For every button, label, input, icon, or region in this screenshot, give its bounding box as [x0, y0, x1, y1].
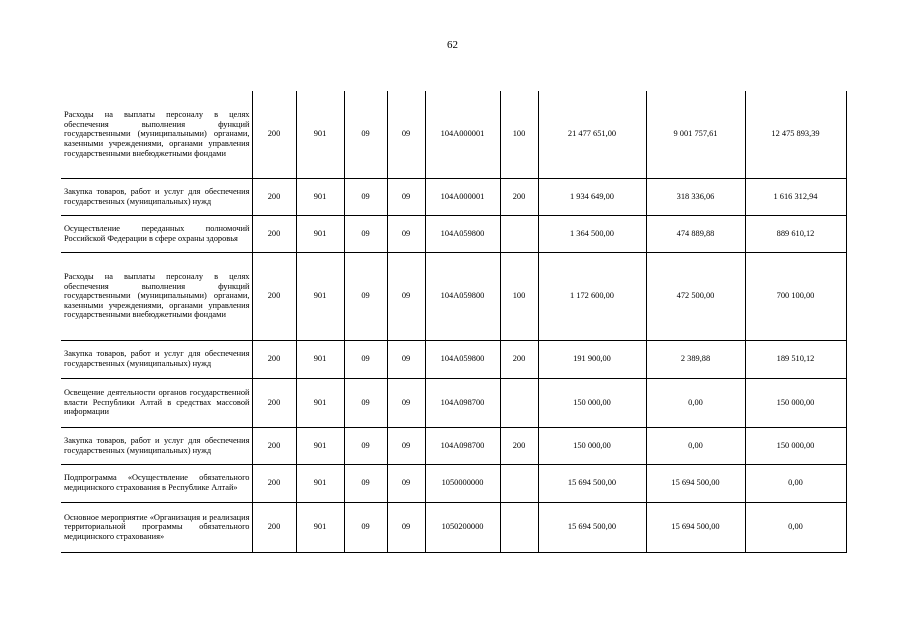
target-article-cell: 104A098700: [425, 378, 500, 427]
planned-amount-cell: 1 364 500,00: [538, 215, 646, 252]
table-row: [61, 502, 846, 552]
planned-amount-cell: 21 477 651,00: [538, 91, 646, 178]
subsection-cell: 09: [387, 178, 425, 215]
section-cell: 09: [344, 464, 387, 502]
table-row: [61, 378, 846, 427]
planned-amount-cell: 150 000,00: [538, 427, 646, 464]
remaining-amount-cell: 150 000,00: [745, 378, 846, 427]
grbs-cell: 200: [252, 464, 296, 502]
code-cell: 901: [296, 340, 344, 378]
target-article-cell: 1050200000: [425, 502, 500, 552]
remaining-amount-cell: 189 510,12: [745, 340, 846, 378]
planned-amount-cell: 191 900,00: [538, 340, 646, 378]
subsection-cell: 09: [387, 215, 425, 252]
target-article-cell: 104A098700: [425, 427, 500, 464]
executed-amount-cell: 15 694 500,00: [646, 502, 745, 552]
code-cell: 901: [296, 427, 344, 464]
subsection-cell: 09: [387, 502, 425, 552]
row-name-cell: Закупка товаров, работ и услуг для обеспечения государственных (муниципальных) нужд: [61, 178, 252, 215]
row-name-cell: Расходы на выплаты персоналу в целях обеспечения выполнения функций государственными (муниципальными) органами, казенными учреждениями, органами управления государственными внебюджетными фондами: [61, 252, 252, 340]
target-article-cell: 1050000000: [425, 464, 500, 502]
expense-type-cell: 100: [500, 252, 538, 340]
table-body: [61, 91, 846, 552]
planned-amount-cell: 150 000,00: [538, 378, 646, 427]
row-name-cell: Закупка товаров, работ и услуг для обеспечения государственных (муниципальных) нужд: [61, 427, 252, 464]
subsection-cell: 09: [387, 427, 425, 464]
remaining-amount-cell: 889 610,12: [745, 215, 846, 252]
expense-type-cell: 100: [500, 91, 538, 178]
expense-type-cell: 200: [500, 178, 538, 215]
section-cell: 09: [344, 252, 387, 340]
table-row: [61, 427, 846, 464]
executed-amount-cell: 15 694 500,00: [646, 464, 745, 502]
subsection-cell: 09: [387, 464, 425, 502]
section-cell: 09: [344, 502, 387, 552]
section-cell: 09: [344, 378, 387, 427]
code-cell: 901: [296, 502, 344, 552]
subsection-cell: 09: [387, 91, 425, 178]
subsection-cell: 09: [387, 378, 425, 427]
code-cell: 901: [296, 178, 344, 215]
row-name-cell: Основное мероприятие «Организация и реализация территориальной программы обязательного медицинского страхования»: [61, 502, 252, 552]
row-name-cell: Расходы на выплаты персоналу в целях обеспечения выполнения функций государственными (муниципальными) органами, казенными учреждениями, органами управления государственными внебюджетными фондами: [61, 91, 252, 178]
code-cell: 901: [296, 252, 344, 340]
expense-type-cell: 200: [500, 427, 538, 464]
grbs-cell: 200: [252, 340, 296, 378]
planned-amount-cell: 15 694 500,00: [538, 502, 646, 552]
code-cell: 901: [296, 91, 344, 178]
target-article-cell: 104A059800: [425, 252, 500, 340]
table-row: [61, 340, 846, 378]
executed-amount-cell: 9 001 757,61: [646, 91, 745, 178]
budget-table: [61, 91, 847, 553]
subsection-cell: 09: [387, 340, 425, 378]
expense-type-cell: [500, 502, 538, 552]
grbs-cell: 200: [252, 378, 296, 427]
remaining-amount-cell: 700 100,00: [745, 252, 846, 340]
table-row: [61, 91, 846, 178]
executed-amount-cell: 0,00: [646, 427, 745, 464]
target-article-cell: 104A059800: [425, 340, 500, 378]
page-number: 62: [447, 39, 458, 51]
section-cell: 09: [344, 427, 387, 464]
executed-amount-cell: 318 336,06: [646, 178, 745, 215]
remaining-amount-cell: 12 475 893,39: [745, 91, 846, 178]
row-name-cell: Подпрограмма «Осуществление обязательного медицинского страхования в Республике Алтай»: [61, 464, 252, 502]
table-row: [61, 215, 846, 252]
grbs-cell: 200: [252, 427, 296, 464]
grbs-cell: 200: [252, 178, 296, 215]
row-name-cell: Закупка товаров, работ и услуг для обеспечения государственных (муниципальных) нужд: [61, 340, 252, 378]
expense-type-cell: [500, 215, 538, 252]
remaining-amount-cell: 0,00: [745, 502, 846, 552]
section-cell: 09: [344, 340, 387, 378]
target-article-cell: 104A000001: [425, 178, 500, 215]
code-cell: 901: [296, 464, 344, 502]
executed-amount-cell: 2 389,88: [646, 340, 745, 378]
planned-amount-cell: 1 172 600,00: [538, 252, 646, 340]
target-article-cell: 104A059800: [425, 215, 500, 252]
subsection-cell: 09: [387, 252, 425, 340]
remaining-amount-cell: 1 616 312,94: [745, 178, 846, 215]
grbs-cell: 200: [252, 215, 296, 252]
code-cell: 901: [296, 215, 344, 252]
expense-type-cell: 200: [500, 340, 538, 378]
row-name-cell: Освещение деятельности органов государственной власти Республики Алтай в средствах массовой информации: [61, 378, 252, 427]
table-row: [61, 464, 846, 502]
planned-amount-cell: 1 934 649,00: [538, 178, 646, 215]
table-row: [61, 252, 846, 340]
table-row: [61, 178, 846, 215]
executed-amount-cell: 0,00: [646, 378, 745, 427]
expense-type-cell: [500, 464, 538, 502]
executed-amount-cell: 474 889,88: [646, 215, 745, 252]
planned-amount-cell: 15 694 500,00: [538, 464, 646, 502]
section-cell: 09: [344, 91, 387, 178]
remaining-amount-cell: 0,00: [745, 464, 846, 502]
target-article-cell: 104A000001: [425, 91, 500, 178]
section-cell: 09: [344, 215, 387, 252]
code-cell: 901: [296, 378, 344, 427]
grbs-cell: 200: [252, 91, 296, 178]
expense-type-cell: [500, 378, 538, 427]
grbs-cell: 200: [252, 502, 296, 552]
row-name-cell: Осуществление переданных полномочий Российской Федерации в сфере охраны здоровья: [61, 215, 252, 252]
grbs-cell: 200: [252, 252, 296, 340]
remaining-amount-cell: 150 000,00: [745, 427, 846, 464]
executed-amount-cell: 472 500,00: [646, 252, 745, 340]
section-cell: 09: [344, 178, 387, 215]
